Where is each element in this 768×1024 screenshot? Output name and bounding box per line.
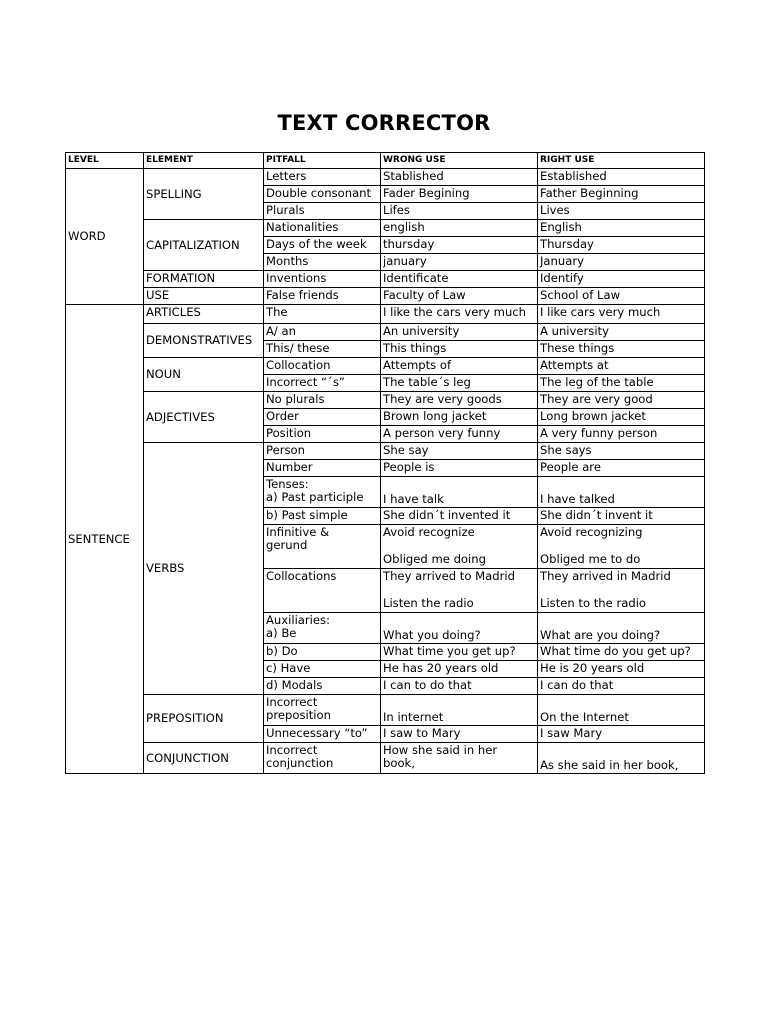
- table-row: [66, 305, 705, 324]
- wrong-use-cell: She didn´t invented it: [381, 508, 538, 525]
- pitfall-cell: d) Modals: [264, 678, 381, 695]
- pitfall-cell: Collocations: [264, 569, 381, 613]
- right-use-line: Obliged me to do: [540, 552, 641, 566]
- element-demonstratives: DEMONSTRATIVES: [144, 324, 264, 358]
- element-formation: FORMATION: [144, 271, 264, 288]
- pitfall-line: a) Be: [266, 626, 297, 640]
- table-row: [66, 324, 705, 341]
- pitfall-line: Infinitive &: [266, 525, 330, 539]
- wrong-use-cell: Faculty of Law: [381, 288, 538, 305]
- wrong-use-cell: An university: [381, 324, 538, 341]
- pitfall-cell: [264, 695, 381, 726]
- right-use-cell: He is 20 years old: [538, 661, 705, 678]
- pitfall-cell: Months: [264, 254, 381, 271]
- wrong-use-line: Obliged me doing: [383, 552, 486, 566]
- pitfall-cell: Incorrect “´s”: [264, 375, 381, 392]
- right-use-cell: She says: [538, 443, 705, 460]
- element-articles: ARTICLES: [144, 305, 264, 324]
- right-use-cell: [538, 569, 705, 613]
- header-right-use: RIGHT USE: [538, 153, 705, 169]
- pitfall-cell: [264, 525, 381, 569]
- wrong-use-cell: What you doing?: [381, 613, 538, 644]
- pitfall-cell: No plurals: [264, 392, 381, 409]
- right-use-cell: I have talked: [538, 477, 705, 508]
- pitfall-line: a) Past participle: [266, 490, 364, 504]
- header-level: LEVEL: [66, 153, 144, 169]
- table-row: [66, 169, 705, 186]
- pitfall-cell: Number: [264, 460, 381, 477]
- pitfall-cell: [264, 477, 381, 508]
- page-title: TEXT CORRECTOR: [277, 111, 491, 135]
- pitfall-cell: Inventions: [264, 271, 381, 288]
- table-row: [66, 743, 705, 774]
- right-use-cell: [538, 525, 705, 569]
- right-use-line: Avoid recognizing: [540, 525, 643, 539]
- right-use-cell: Long brown jacket: [538, 409, 705, 426]
- pitfall-cell: Days of the week: [264, 237, 381, 254]
- right-use-cell: These things: [538, 341, 705, 358]
- element-preposition: PREPOSITION: [144, 695, 264, 743]
- right-use-cell: I saw Mary: [538, 726, 705, 743]
- wrong-use-cell: He has 20 years old: [381, 661, 538, 678]
- pitfall-cell: Plurals: [264, 203, 381, 220]
- wrong-use-cell: [381, 743, 538, 774]
- pitfall-cell: False friends: [264, 288, 381, 305]
- wrong-use-cell: [381, 525, 538, 569]
- right-use-cell: Identify: [538, 271, 705, 288]
- right-use-cell: English: [538, 220, 705, 237]
- wrong-use-cell: Lifes: [381, 203, 538, 220]
- wrong-use-cell: english: [381, 220, 538, 237]
- wrong-use-cell: january: [381, 254, 538, 271]
- pitfall-cell: Order: [264, 409, 381, 426]
- wrong-use-cell: I saw to Mary: [381, 726, 538, 743]
- right-use-cell: School of Law: [538, 288, 705, 305]
- pitfall-line: preposition: [266, 708, 331, 722]
- wrong-use-cell: People is: [381, 460, 538, 477]
- right-use-cell: People are: [538, 460, 705, 477]
- pitfall-cell: Position: [264, 426, 381, 443]
- wrong-use-cell: I can to do that: [381, 678, 538, 695]
- pitfall-cell: Nationalities: [264, 220, 381, 237]
- pitfall-cell: Unnecessary “to”: [264, 726, 381, 743]
- right-use-cell: What are you doing?: [538, 613, 705, 644]
- right-use-cell: I can do that: [538, 678, 705, 695]
- wrong-use-cell: thursday: [381, 237, 538, 254]
- element-adjectives: ADJECTIVES: [144, 392, 264, 443]
- element-spelling: SPELLING: [144, 169, 264, 220]
- header-wrong-use: WRONG USE: [381, 153, 538, 169]
- element-conjunction: CONJUNCTION: [144, 743, 264, 774]
- wrong-use-line: Avoid recognize: [383, 525, 475, 539]
- pitfall-line: Auxiliaries:: [266, 613, 330, 627]
- table-row: [66, 288, 705, 305]
- right-use-cell: A very funny person: [538, 426, 705, 443]
- pitfall-cell: Double consonant: [264, 186, 381, 203]
- right-use-cell: The leg of the table: [538, 375, 705, 392]
- right-use-cell: Established: [538, 169, 705, 186]
- right-use-cell: What time do you get up?: [538, 644, 705, 661]
- pitfall-cell: b) Do: [264, 644, 381, 661]
- pitfall-cell: Collocation: [264, 358, 381, 375]
- element-verbs: VERBS: [144, 443, 264, 695]
- element-use: USE: [144, 288, 264, 305]
- table-row: [66, 358, 705, 375]
- level-sentence: SENTENCE: [66, 305, 144, 774]
- wrong-use-line: How she said in her: [383, 743, 498, 757]
- table-row: [66, 392, 705, 409]
- right-use-cell: On the Internet: [538, 695, 705, 726]
- wrong-use-cell: What time you get up?: [381, 644, 538, 661]
- right-use-cell: Father Beginning: [538, 186, 705, 203]
- table-row: [66, 271, 705, 288]
- wrong-use-line: They arrived to Madrid: [383, 569, 515, 583]
- corrector-table: [65, 152, 705, 774]
- table-row: [66, 443, 705, 460]
- wrong-use-cell: She say: [381, 443, 538, 460]
- right-use-cell: They are very good: [538, 392, 705, 409]
- pitfall-cell: Person: [264, 443, 381, 460]
- pitfall-line: Incorrect: [266, 695, 318, 709]
- header-element: ELEMENT: [144, 153, 264, 169]
- wrong-use-cell: They are very goods: [381, 392, 538, 409]
- wrong-use-cell: Identificate: [381, 271, 538, 288]
- pitfall-cell: The: [264, 305, 381, 324]
- right-use-cell: As she said in her book,: [538, 743, 705, 774]
- pitfall-cell: b) Past simple: [264, 508, 381, 525]
- right-use-cell: Thursday: [538, 237, 705, 254]
- table-row: [66, 695, 705, 726]
- pitfall-cell: Letters: [264, 169, 381, 186]
- level-word: WORD: [66, 169, 144, 305]
- right-use-line: Listen to the radio: [540, 596, 647, 610]
- pitfall-line: conjunction: [266, 756, 334, 770]
- right-use-cell: Attempts at: [538, 358, 705, 375]
- wrong-use-cell: Stablished: [381, 169, 538, 186]
- right-use-cell: January: [538, 254, 705, 271]
- pitfall-line: Tenses:: [266, 477, 309, 491]
- wrong-use-cell: I have talk: [381, 477, 538, 508]
- wrong-use-cell: [381, 569, 538, 613]
- wrong-use-line: Listen the radio: [383, 596, 474, 610]
- wrong-use-cell: Fader Begining: [381, 186, 538, 203]
- right-use-line: They arrived in Madrid: [540, 569, 671, 583]
- table-row: [66, 220, 705, 237]
- wrong-use-cell: In internet: [381, 695, 538, 726]
- right-use-cell: She didn´t invent it: [538, 508, 705, 525]
- right-use-cell: A university: [538, 324, 705, 341]
- wrong-use-cell: This things: [381, 341, 538, 358]
- element-noun: NOUN: [144, 358, 264, 392]
- pitfall-cell: [264, 743, 381, 774]
- pitfall-cell: [264, 613, 381, 644]
- wrong-use-line: book,: [383, 756, 415, 770]
- pitfall-line: Incorrect: [266, 743, 318, 757]
- table-header-row: [66, 153, 705, 169]
- pitfall-cell: This/ these: [264, 341, 381, 358]
- wrong-use-cell: A person very funny: [381, 426, 538, 443]
- right-use-cell: Lives: [538, 203, 705, 220]
- wrong-use-cell: Attempts of: [381, 358, 538, 375]
- header-pitfall: PITFALL: [264, 153, 381, 169]
- wrong-use-cell: I like the cars very much: [381, 305, 538, 324]
- pitfall-line: gerund: [266, 538, 308, 552]
- element-capitalization: CAPITALIZATION: [144, 220, 264, 271]
- wrong-use-cell: The table´s leg: [381, 375, 538, 392]
- pitfall-cell: A/ an: [264, 324, 381, 341]
- pitfall-cell: c) Have: [264, 661, 381, 678]
- wrong-use-cell: Brown long jacket: [381, 409, 538, 426]
- right-use-cell: I like cars very much: [538, 305, 705, 324]
